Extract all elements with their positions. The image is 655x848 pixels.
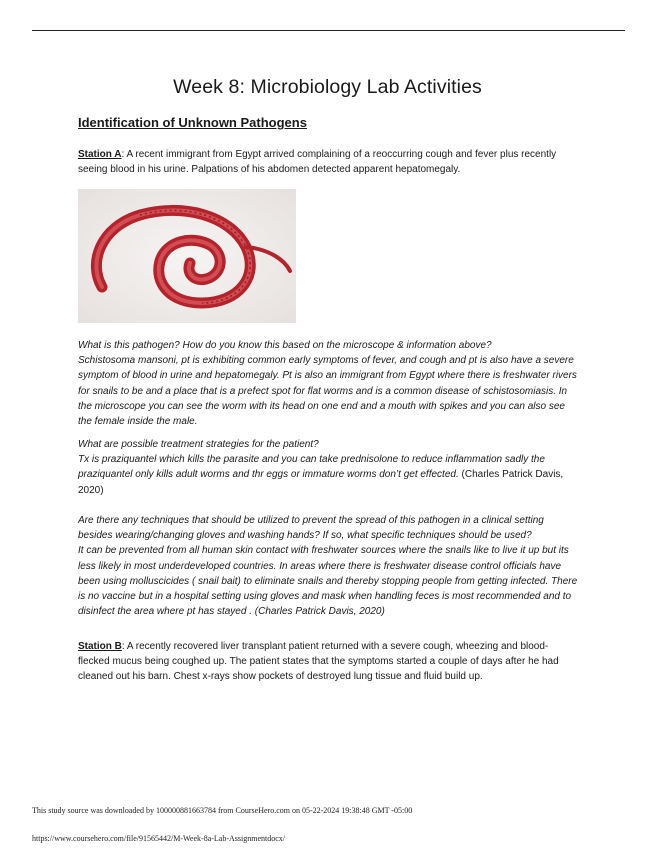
answer-2: Tx is praziquantel which kills the parasite and you can take prednisolone to reduce inflammation sadly the praziquantel only kills adult worms and thr eggs or immature worms don’t get effected. <box>78 454 545 481</box>
question-3: Are there any techniques that should be utilized to prevent the spread of this pathogen in a clinical setting besides wearing/changing gloves and washing hands? If so, what specific techniques should be used? <box>78 515 544 542</box>
page-title: Week 8: Microbiology Lab Activities <box>173 76 482 98</box>
download-notice: This study source was downloaded by 100000881663784 from CourseHero.com on 05-22-2024 19:38:48 GMT -05:00 <box>32 806 413 815</box>
source-url[interactable]: https://www.coursehero.com/file/91565442/M-Week-8a-Lab-Assignmentdocx/ <box>32 834 285 843</box>
station-b-paragraph <box>78 639 578 685</box>
schistosoma-worm-icon <box>78 189 296 323</box>
question-3-block <box>78 513 578 619</box>
question-1: What is this pathogen? How do you know this based on the microscope & information above? <box>78 340 492 351</box>
question-1-block <box>78 338 578 429</box>
station-a-label: Station A <box>78 149 122 160</box>
station-b-text: : A recently recovered liver transplant patient returned with a severe cough, wheezing and blood-flecked mucus being coughed up. The patient states that the symptoms started a couple of days after he had cleaned out his barn. Chest x-rays show pockets of destroyed lung tissue and fluid build up. <box>78 641 559 683</box>
station-a-paragraph <box>78 147 578 177</box>
station-b-label: Station B <box>78 641 122 652</box>
answer-2-citation: (Charles Patrick Davis, 2020) <box>78 469 564 496</box>
answer-1: Schistosoma mansoni, pt is exhibiting common early symptoms of fever, and cough and pt is also have a severe symptom of blood in urine and hepatomegaly. Pt is also an immigrant from Egypt where there is freshwater rivers for snails to be and a place that is a prefect spot for flat worms and is a common disease of schistosomiasis. In the microscope you can see the worm with its head on one end and a mouth with spikes and you can also see the female inside the male. <box>78 355 577 428</box>
answer-3: It can be prevented from all human skin contact with freshwater sources where the snails like to live it up but its less likely in most underdeveloped countries. In areas where there is freshwater disease control officials have been using molluscicides ( snail bait) to eliminate snails and thereby stopping people from getting infected. There is no vaccine but in a hospital setting using gloves and mask when handling feces is most recommended and to disinfect the area where pt has stayed . (Charles Patrick Davis, 2020) <box>78 545 578 618</box>
section-heading: Identification of Unknown Pathogens <box>78 115 307 130</box>
question-2: What are possible treatment strategies for the patient? <box>78 439 319 450</box>
top-divider <box>32 30 625 31</box>
station-a-text: : A recent immigrant from Egypt arrived complaining of a reoccurring cough and fever plus recently seeing blood in his urine. Palpations of his abdomen detected apparent hepatomegaly. <box>78 149 557 176</box>
question-2-block <box>78 437 578 498</box>
worm-micrograph-figure <box>78 189 296 323</box>
